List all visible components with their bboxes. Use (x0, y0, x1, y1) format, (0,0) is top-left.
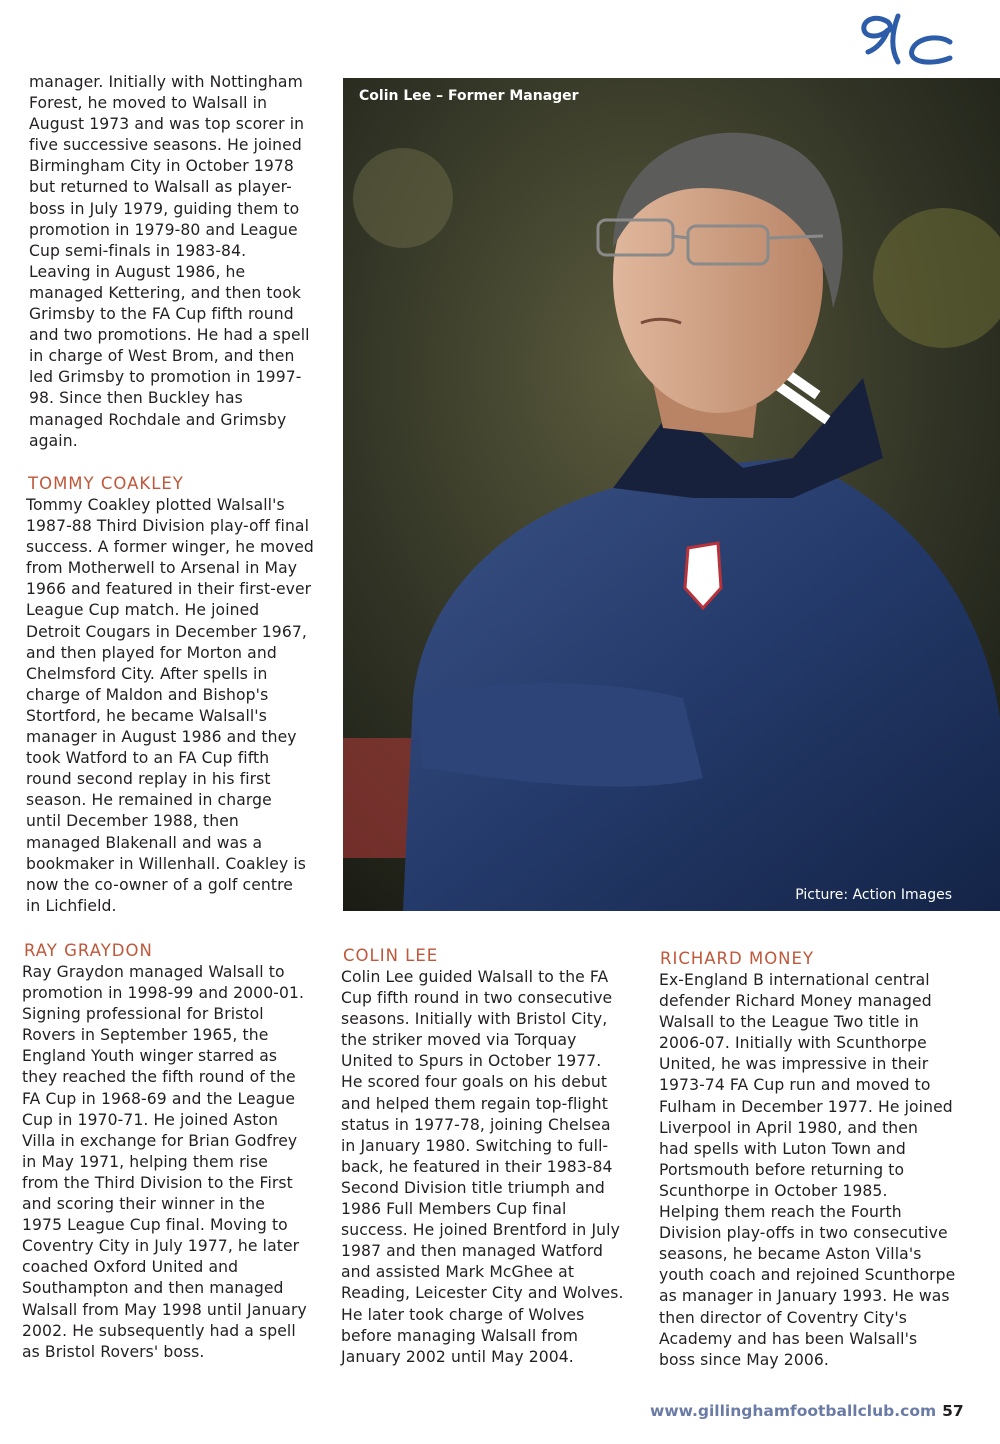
section-heading-ray-graydon: RAY GRAYDON (24, 941, 153, 960)
photo-credit: Picture: Action Images (795, 887, 952, 903)
section-heading-tommy-coakley: TOMMY COAKLEY (28, 474, 184, 493)
page-number: 57 (942, 1402, 964, 1420)
club-monogram-logo (858, 8, 958, 70)
footer-url: www.gillinghamfootballclub.com (650, 1402, 937, 1420)
photo-caption: Colin Lee – Former Manager (359, 88, 579, 104)
section-body-tommy-coakley: Tommy Coakley plotted Walsall's 1987-88 Third Division play-off final success. A former winger, he moved from Motherwell to Arsenal in May 1966 and featured in their first-ever League Cup match. He joined Detroit Cougars in December 1967, and then played for Morton and Chelmsford City. After spells in charge of Maldon and Bishop's Stortford, he became Walsall's manager in August 1986 and they took Watford to an FA Cup fifth round second replay in his first season. He remained in charge until December 1988, then managed Blakenall and was a bookmaker in Willenhall. Coakley is now the co-owner of a golf centre in Lichfield. (26, 496, 314, 915)
section-body-ray-graydon: Ray Graydon managed Walsall to promotion in 1998-99 and 2000-01. Signing professional for Bristol Rovers in September 1965, the England Youth winger starred as they reached the fifth round of the FA Cup in 1968-69 and the League Cup in 1970-71. He joined Aston Villa in exchange for Brian Godfrey in May 1971, helping them rise from the Third Division to the First and scoring their winner in the 1975 League Cup final. Moving to Coventry City in July 1977, he later coached Oxford United and Southampton and then managed Walsall from May 1998 until January 2002. He subsequently had a spell as Bristol Rovers' boss. (22, 963, 307, 1361)
section-body-colin-lee: Colin Lee guided Walsall to the FA Cup fifth round in two consecutive seasons. Initially with Bristol City, the striker moved via Torquay United to Spurs in October 1977. He scored four goals on his debut and helped them regain top-flight status in 1977-78, joining Chelsea in January 1980. Switching to full- back, he featured in their 1983-84 Second Division title triumph and 1986 Full Members Cup final success. He joined Brentford in July 1987 and then managed Watford and assisted Mark McGhee at Reading, Leicester City and Wolves. He later took charge of Wolves before managing Walsall from January 2002 until May 2004. (341, 968, 624, 1366)
page-footer (650, 1402, 964, 1420)
section-body-richard-money: Ex-England B international central defender Richard Money managed Walsall to the League Two title in 2006-07. Initially with Scunthorpe United, he was impressive in their 1973-74 FA Cup run and moved to Fulham in December 1977. He joined Liverpool in April 1980, and then had spells with Luton Town and Portsmouth before returning to Scunthorpe in October 1985. Helping them reach the Fourth Division play-offs in two consecutive seasons, he became Aston Villa's youth coach and rejoined Scunthorpe as manager in January 1993. He was then director of Coventry City's Academy and has been Walsall's boss since May 2006. (659, 971, 956, 1369)
manager-photo (343, 78, 1000, 911)
section-heading-colin-lee: COLIN LEE (343, 946, 439, 965)
intro-paragraph: manager. Initially with Nottingham Forest, he moved to Walsall in August 1973 and was top scorer in five successive seasons. He joined Birmingham City in October 1978 but returned to Walsall as player- boss in July 1979, guiding them to promotion in 1979-80 and League Cup semi-finals in 1983-84. Leaving in August 1986, he managed Kettering, and then took Grimsby to the FA Cup fifth round and two promotions. He had a spell in charge of West Brom, and then led Grimsby to promotion in 1997- 98. Since then Buckley has managed Rochdale and Grimsby again. (29, 73, 310, 450)
section-heading-richard-money: RICHARD MONEY (660, 949, 815, 968)
